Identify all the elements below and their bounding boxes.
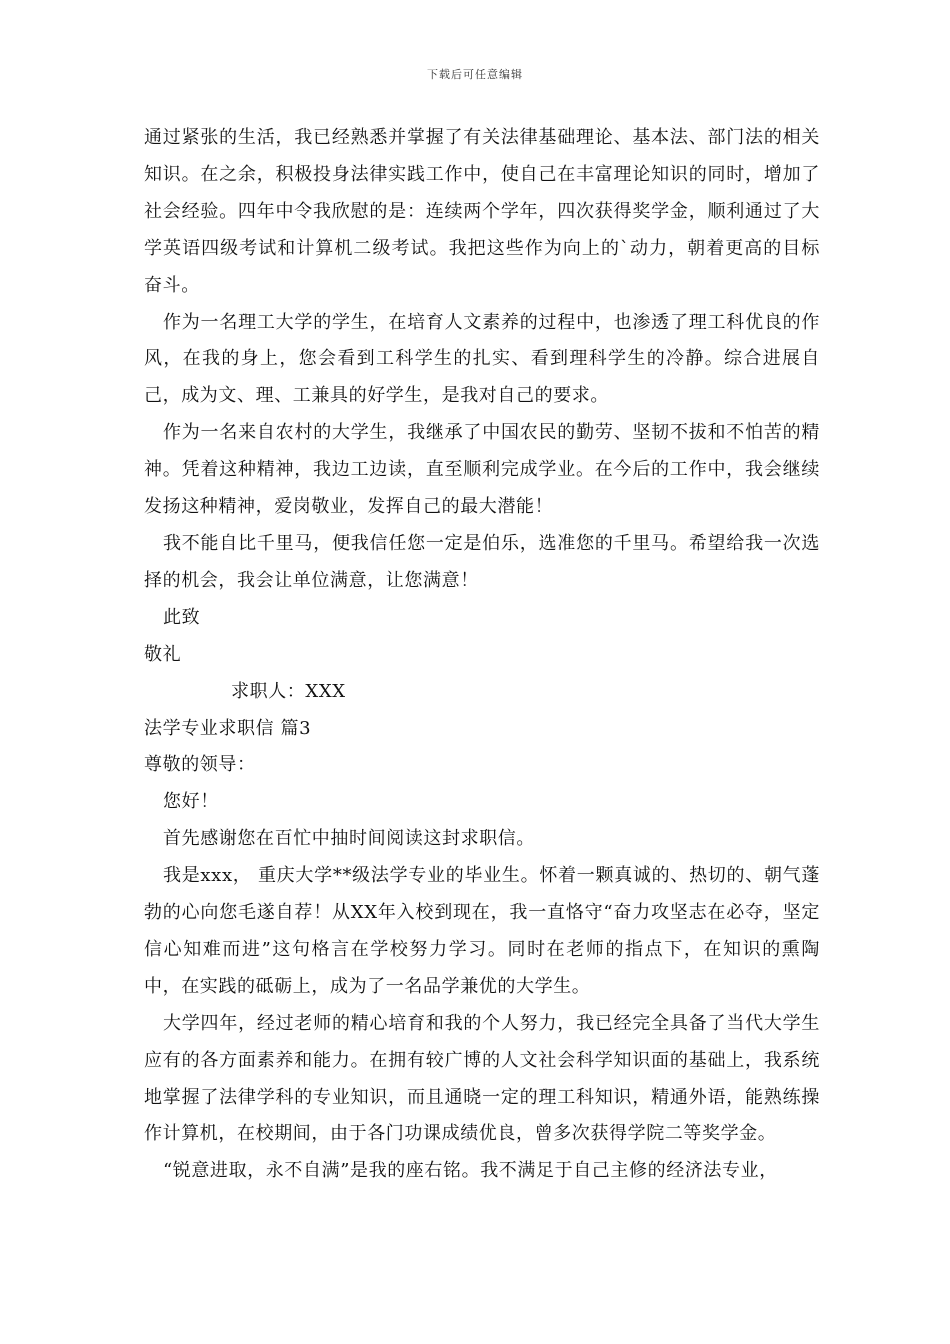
header-note: 下载后可任意编辑: [427, 68, 523, 81]
section-title: 法学专业求职信 篇3: [144, 717, 312, 739]
paragraph-6: 我是xxx， 重庆大学**级法学专业的毕业生。怀着一颗真诚的、热切的、朝气蓬勃的心向您毛遂自荐！从XX年入校到现在，我一直恪守“奋力攻坚志在必夺，坚定信心知难而进”这句格言在学校努力学习。同时在老师的指点下，在知识的熏陶中，在实践的砥砺上，成为了一名品学兼优的大学生。: [144, 865, 820, 997]
paragraph-1: 通过紧张的生活，我已经熟悉并掌握了有关法律基础理论、基本法、部门法的相关知识。在之余，积极投身法律实践工作中，使自己在丰富理论知识的同时，增加了社会经验。四年中令我欣慰的是：连续两个学年，四次获得奖学金，顺利通过了大学英语四级考试和计算机二级考试。我把这些作为向上的`动力，朝着更高的目标奋斗。: [144, 127, 820, 296]
paragraph-2: 作为一名理工大学的学生，在培育人文素养的过程中，也渗透了理工科优良的作风，在我的身上，您会看到工科学生的扎实、看到理科学生的冷静。综合进展自己，成为文、理、工兼具的好学生，是我对自己的要求。: [144, 311, 820, 407]
letter-greeting: 尊敬的领导：: [144, 754, 256, 776]
paragraph-3: 作为一名来自农村的大学生，我继承了中国农民的勤劳、坚韧不拔和不怕苦的精神。凭着这种精神，我边工边读，直至顺利完成学业。在今后的工作中，我会继续发扬这种精神，爱岗敬业，发挥自己的最大潜能！: [144, 422, 820, 518]
closing-regards: 敬礼: [144, 643, 182, 665]
paragraph-7: 大学四年，经过老师的精心培育和我的个人努力，我已经完全具备了当代大学生应有的各方面素养和能力。在拥有较广博的人文社会科学知识面的基础上，我系统地掌握了法律学科的专业知识，而且通晓一定的理工科知识，精通外语，能熟练操作计算机，在校期间，由于各门功课成绩优良，曾多次获得学院二等奖学金。: [144, 1012, 820, 1145]
letter-hello: 您好！: [163, 791, 219, 813]
paragraph-5: 首先感谢您在百忙中抽时间阅读这封求职信。: [163, 828, 535, 850]
signature: 求职人：XXX: [231, 680, 346, 702]
closing-salutation: 此致: [163, 606, 201, 628]
paragraph-8: “锐意进取，永不自满”是我的座右铭。我不满足于自己主修的经济法专业，: [163, 1160, 778, 1182]
paragraph-4: 我不能自比千里马，便我信任您一定是伯乐，选准您的千里马。希望给我一次选择的机会，我会让单位满意，让您满意！: [144, 532, 820, 591]
document-body: [144, 120, 820, 1190]
